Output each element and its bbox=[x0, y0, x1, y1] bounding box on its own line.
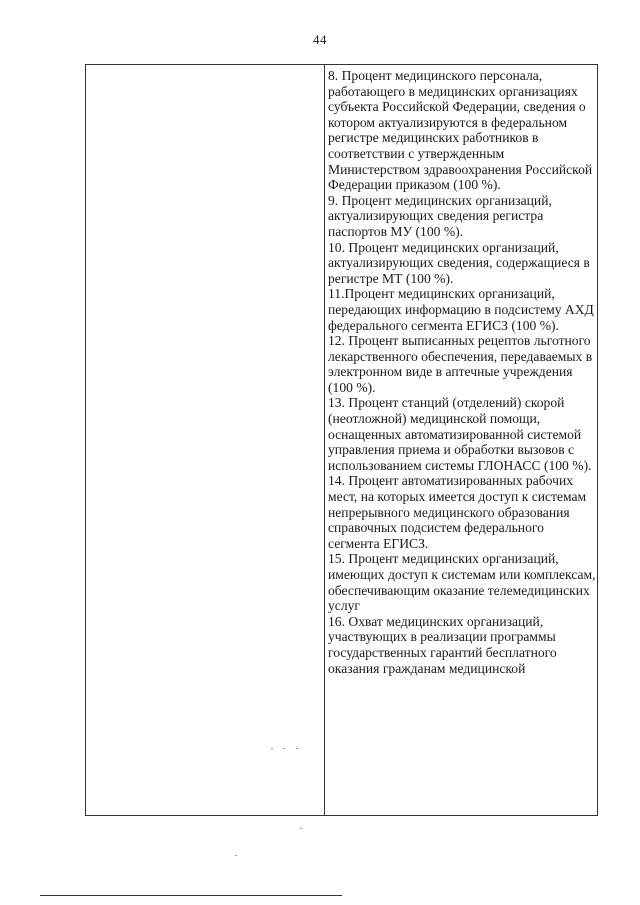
scan-speck bbox=[300, 828, 302, 829]
indicator-item-9: 9. Процент медицинских организаций, актуализирующих сведения регистра паспортов МУ (100 %). bbox=[328, 192, 552, 239]
footnote-rule bbox=[40, 895, 342, 896]
scan-speck bbox=[271, 748, 273, 749]
scan-speck bbox=[296, 748, 298, 749]
indicator-item-15: 15. Процент медицинских организаций, имеющих доступ к системам или комплексам, обеспечивающим оказание телемедицинских услуг bbox=[328, 551, 596, 614]
indicator-item-13: 13. Процент станций (отделений) скорой (неотложной) медицинской помощи, оснащенных автоматизированной системой управления приема и обработки вызовов с использованием системы ГЛОНАСС (100 %). bbox=[328, 395, 592, 473]
table-right-cell bbox=[328, 68, 596, 676]
indicator-item-12: 12. Процент выписанных рецептов льготного лекарственного обеспечения, передаваемых в электронном виде в аптечные учреждения (100 %). bbox=[328, 333, 593, 395]
document-table bbox=[85, 64, 598, 816]
column-divider bbox=[324, 65, 325, 815]
scan-speck bbox=[235, 855, 237, 856]
indicator-item-10: 10. Процент медицинских организаций, актуализирующих сведения, содержащиеся в регистре МТ (100 %). bbox=[328, 239, 590, 286]
indicator-item-14: 14. Процент автоматизированных рабочих мест, на которых имеется доступ к системам непрерывного медицинского образования справочных подсистем федерального сегмента ЕГИСЗ. bbox=[328, 473, 587, 551]
page-number: 44 bbox=[313, 32, 327, 47]
scan-speck bbox=[283, 748, 285, 749]
indicator-item-16: 16. Охват медицинских организаций, участвующих в реализации программы государственных гарантий бесплатного оказания гражданам медицинской bbox=[328, 613, 557, 676]
indicator-item-11: 11.Процент медицинских организаций, передающих информацию в подсистему АХД федерального сегмента ЕГИСЗ (100 %). bbox=[328, 286, 594, 333]
table-left-cell bbox=[86, 65, 324, 815]
indicator-item-8: 8. Процент медицинского персонала, работающего в медицинских организациях субъекта Российской Федерации, сведения о котором актуализируются в федеральном регистре медицинских работников в соответствии с утвержденным Министерством здравоохранения Российской Федерации приказом (100 %). bbox=[328, 68, 593, 193]
